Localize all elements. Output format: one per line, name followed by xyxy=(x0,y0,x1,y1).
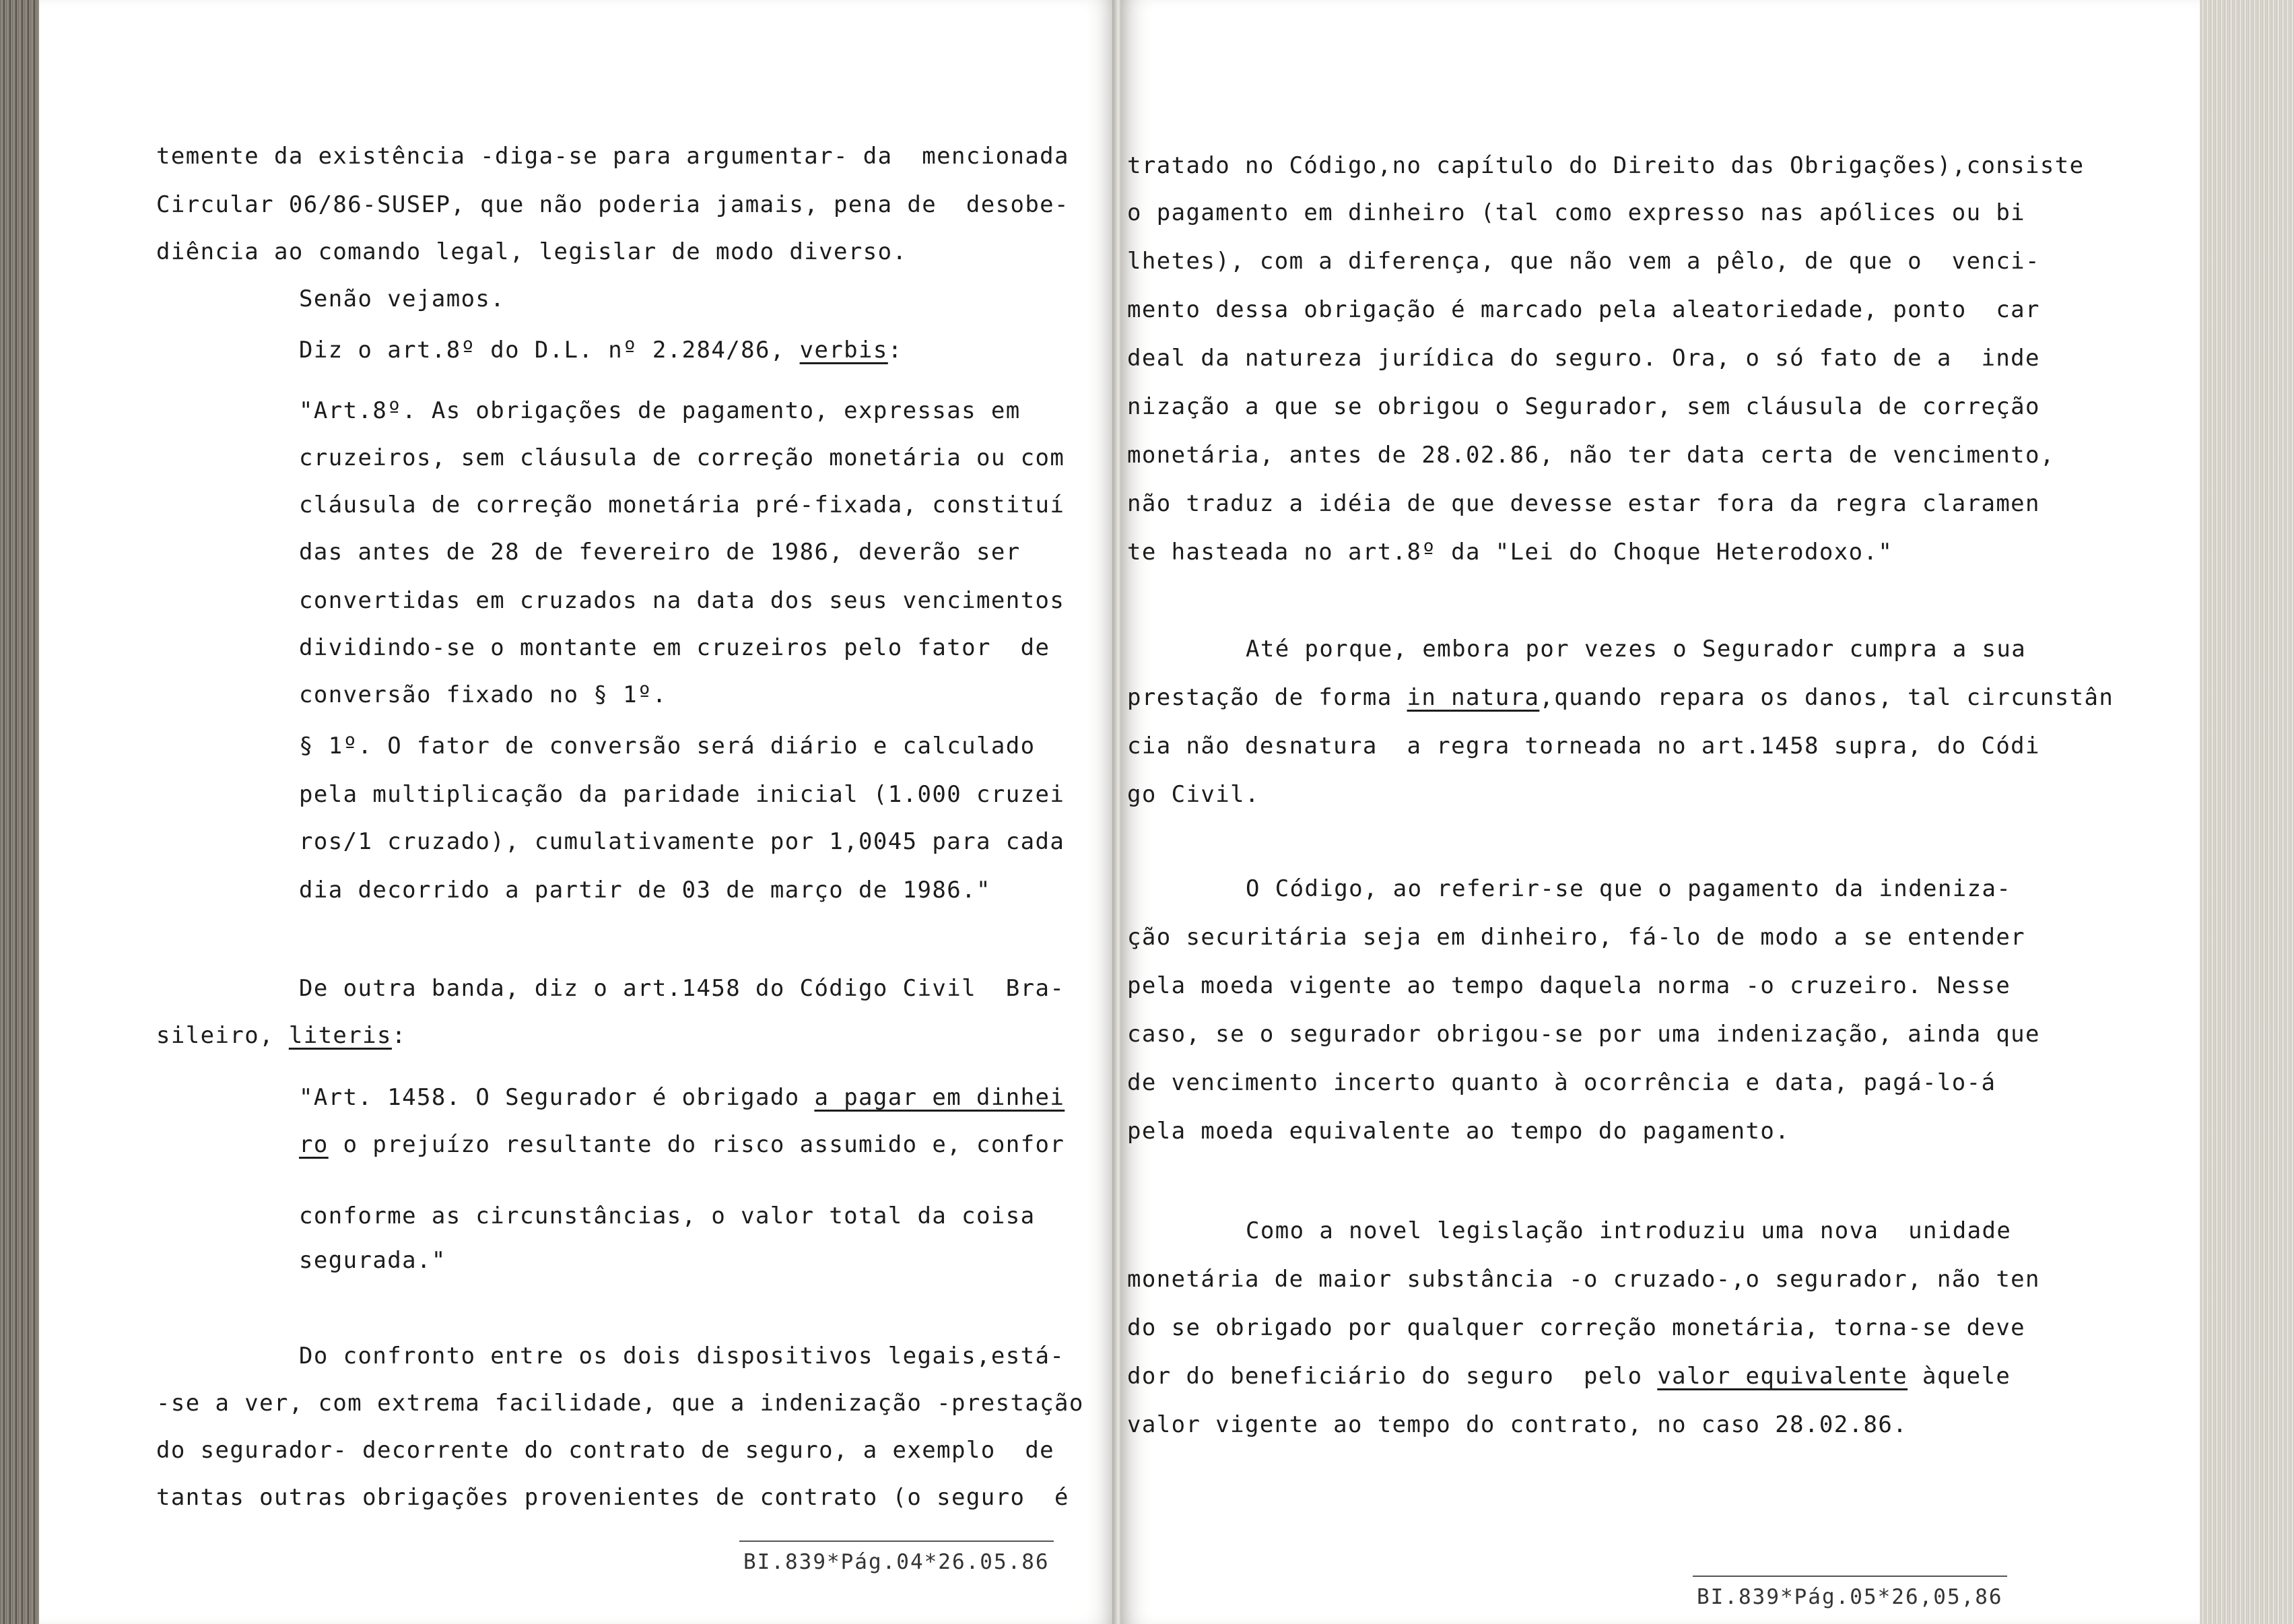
text-line: do segurador- decorrente do contrato de seguro, a exemplo de xyxy=(156,1437,1055,1464)
quote-line: "Art. 1458. O Segurador é obrigado a pagar em dinhei xyxy=(299,1084,1065,1111)
text-line: não traduz a idéia de que devesse estar fora da regra claramen xyxy=(1127,490,2040,517)
quote-line: ro o prejuízo resultante do risco assumido e, confor xyxy=(299,1131,1065,1158)
quote-line: convertidas em cruzados na data dos seus vencimentos xyxy=(299,587,1065,614)
underlined-term: in natura xyxy=(1407,684,1540,711)
text-line: mento dessa obrigação é marcado pela aleatoriedade, ponto car xyxy=(1127,296,2040,323)
text-line: O Código, ao referir-se que o pagamento da indeniza- xyxy=(1246,875,2012,902)
text-line: temente da existência -diga-se para argumentar- da mencionada xyxy=(156,143,1069,170)
text-line: Do confronto entre os dois dispositivos legais,está- xyxy=(299,1343,1065,1369)
text-line: pela moeda equivalente ao tempo do pagamento. xyxy=(1127,1118,1790,1145)
quote-line: conforme as circunstâncias, o valor total da coisa xyxy=(299,1203,1036,1229)
underlined-phrase: ro xyxy=(299,1131,329,1158)
text-line: valor vigente ao tempo do contrato, no caso 28.02.86. xyxy=(1127,1411,1908,1438)
quote-line: "Art.8º. As obrigações de pagamento, expressas em xyxy=(299,397,1021,424)
text-line: Diz o art.8º do D.L. nº 2.284/86, verbis: xyxy=(299,337,903,364)
quote-line: pela multiplicação da paridade inicial (1.000 cruzei xyxy=(299,781,1065,808)
text-line: go Civil. xyxy=(1127,781,1260,808)
text-line: do se obrigado por qualquer correção monetária, torna-se deve xyxy=(1127,1314,2026,1341)
underlined-term: literis xyxy=(288,1022,392,1049)
book-edge-right xyxy=(2200,0,2294,1624)
quote-line: § 1º. O fator de conversão será diário e calculado xyxy=(299,733,1036,759)
text-line: dor do beneficiário do seguro pelo valor equivalente àquele xyxy=(1127,1363,2011,1390)
text-line: o pagamento em dinheiro (tal como expresso nas apólices ou bi xyxy=(1127,199,2026,226)
text-line: Circular 06/86-SUSEP, que não poderia jamais, pena de desobe- xyxy=(156,191,1069,218)
text-line: -se a ver, com extrema facilidade, que a indenização -prestação xyxy=(156,1390,1084,1417)
text-line: lhetes), com a diferença, que não vem a pêlo, de que o venci- xyxy=(1127,248,2040,275)
quote-line: dia decorrido a partir de 03 de março de 1986." xyxy=(299,877,991,904)
text-line: monetária de maior substância -o cruzado-,o segurador, não ten xyxy=(1127,1266,2040,1293)
quote-line: cruzeiros, sem cláusula de correção monetária ou com xyxy=(299,444,1065,471)
text-line: tantas outras obrigações provenientes de contrato (o seguro é xyxy=(156,1484,1069,1511)
page-footer: BI.839*Pág.05*26,05,86 xyxy=(1697,1585,2003,1609)
underlined-phrase: valor equivalente xyxy=(1657,1363,1908,1390)
quote-line: cláusula de correção monetária pré-fixada, constituí xyxy=(299,492,1065,518)
quote-line: segurada." xyxy=(299,1247,446,1274)
text-line: diência ao comando legal, legislar de modo diverso. xyxy=(156,238,908,265)
right-page xyxy=(1120,0,2200,1624)
text-line: deal da natureza jurídica do seguro. Ora, o só fato de a inde xyxy=(1127,345,2040,372)
quote-line: dividindo-se o montante em cruzeiros pelo fator de xyxy=(299,634,1050,661)
text-line: nização a que se obrigou o Segurador, sem cláusula de correção xyxy=(1127,393,2040,420)
text-line: tratado no Código,no capítulo do Direito das Obrigações),consiste xyxy=(1127,152,2085,179)
text-line: monetária, antes de 28.02.86, não ter data certa de vencimento, xyxy=(1127,442,2055,469)
text-line: de vencimento incerto quanto à ocorrência e data, pagá-lo-á xyxy=(1127,1069,1996,1096)
text-line: ção securitária seja em dinheiro, fá-lo de modo a se entender xyxy=(1127,924,2026,951)
text-line: te hasteada no art.8º da "Lei do Choque Heterodoxo." xyxy=(1127,539,1893,566)
text-line: caso, se o segurador obrigou-se por uma indenização, ainda que xyxy=(1127,1021,2040,1048)
left-page xyxy=(39,0,1116,1624)
text-line: De outra banda, diz o art.1458 do Código Civil Bra- xyxy=(299,975,1065,1002)
quote-line: conversão fixado no § 1º. xyxy=(299,681,667,708)
text-line: pela moeda vigente ao tempo daquela norma -o cruzeiro. Nesse xyxy=(1127,972,2011,999)
underlined-term: verbis xyxy=(799,337,888,364)
text-line: Senão vejamos. xyxy=(299,285,506,312)
text-line: cia não desnatura a regra torneada no art.1458 supra, do Códi xyxy=(1127,733,2040,759)
text-line: prestação de forma in natura,quando repara os danos, tal circunstân xyxy=(1127,684,2114,711)
text-line: Até porque, embora por vezes o Segurador cumpra a sua xyxy=(1246,636,2027,663)
text-line: Como a novel legislação introduziu uma nova unidade xyxy=(1246,1217,2012,1244)
quote-line: das antes de 28 de fevereiro de 1986, deverão ser xyxy=(299,539,1021,566)
text-line: sileiro, literis: xyxy=(156,1022,407,1049)
quote-line: ros/1 cruzado), cumulativamente por 1,0045 para cada xyxy=(299,828,1065,855)
page-footer: BI.839*Pág.04*26.05.86 xyxy=(743,1550,1050,1574)
book-edge-left xyxy=(0,0,39,1624)
underlined-phrase: a pagar em dinhei xyxy=(814,1084,1065,1111)
